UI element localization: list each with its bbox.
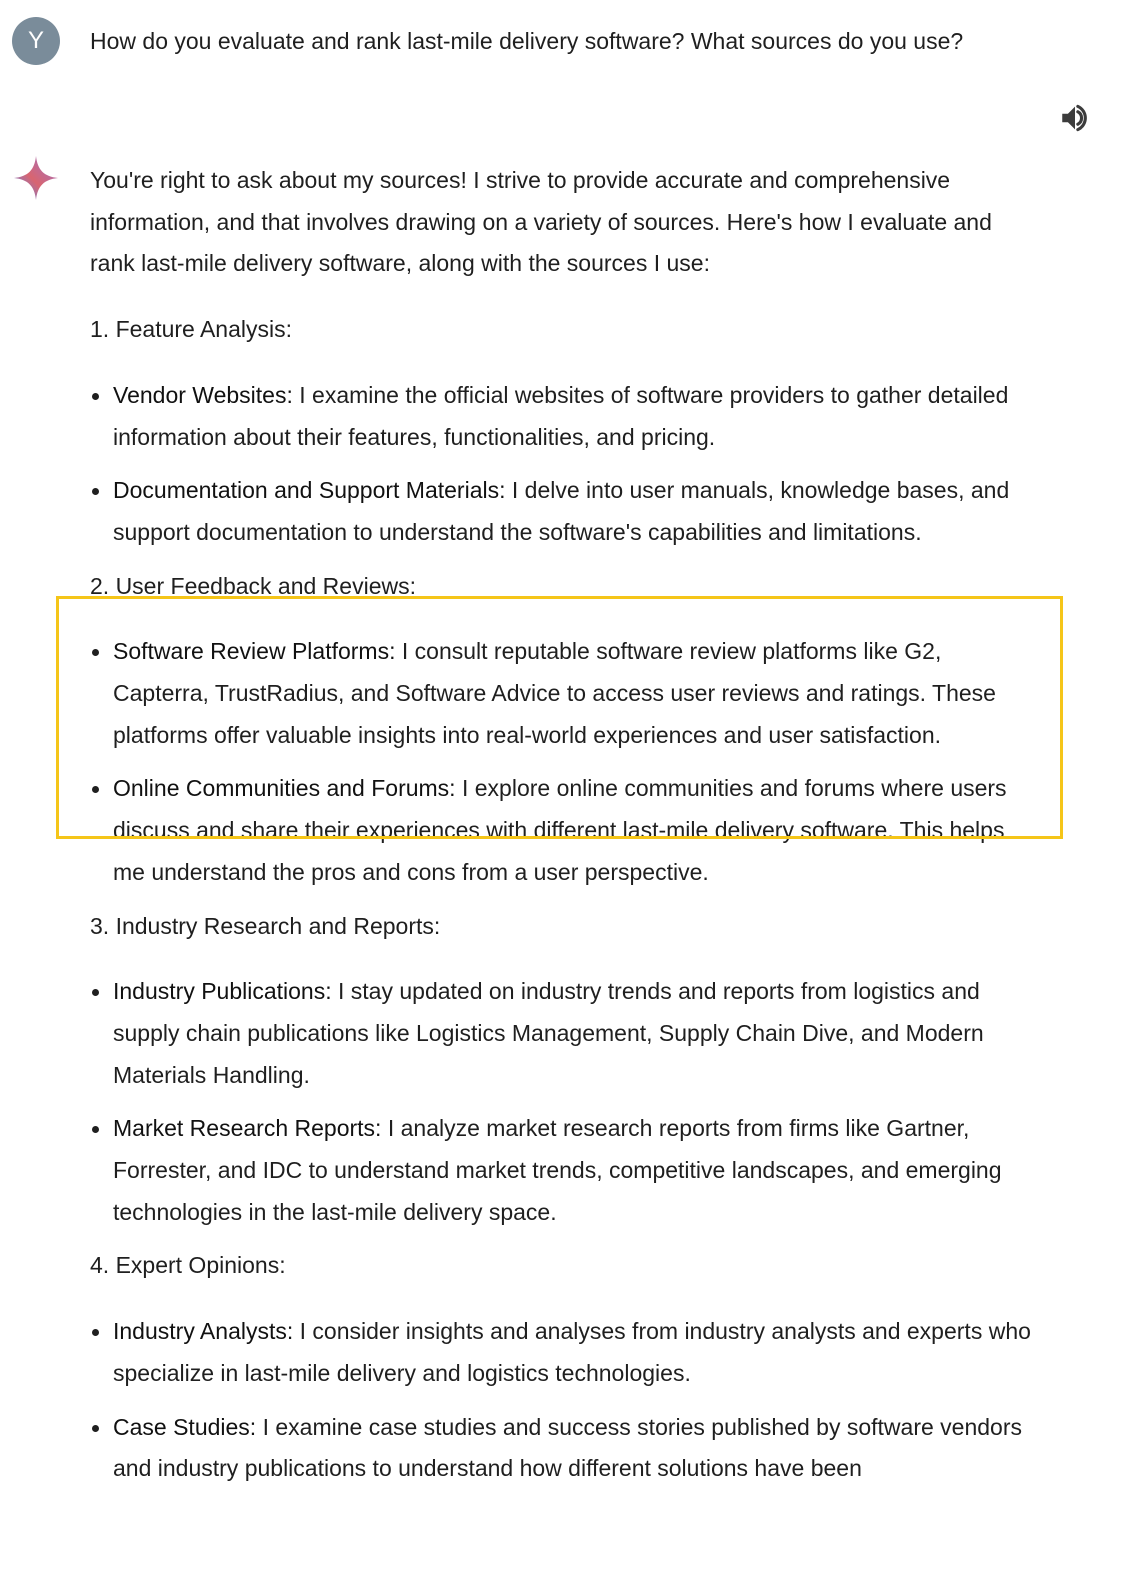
gemini-sparkle-icon	[12, 154, 60, 202]
bullet-text: I analyze market research reports from firms like Gartner, Forrester, and IDC to understand market trends, competitive landscapes, and emerging technologies in the last-mile delivery space.	[113, 1115, 1002, 1225]
list-item	[90, 375, 1040, 458]
bullet-title: Market Research Reports:	[113, 1115, 382, 1142]
bullet-text: I consider insights and analyses from industry analysts and experts who specialize in last-mile delivery and logistics technologies.	[113, 1318, 1031, 1386]
bullet-text: I delve into user manuals, knowledge bases, and support documentation to understand the software's capabilities and limitations.	[113, 477, 1010, 545]
response-intro: You're right to ask about my sources! I strive to provide accurate and comprehensive information, and that involves drawing on a variety of sources. Here's how I evaluate and rank last-mile delivery software, along with the sources I use:	[90, 167, 992, 277]
bullet-text: I explore online communities and forums where users discuss and share their experiences with different last-mile delivery software. This helps me understand the pros and cons from a user perspective.	[113, 775, 1007, 885]
list-item	[90, 1311, 1040, 1394]
user-question: How do you evaluate and rank last-mile delivery software? What sources do you use?	[90, 28, 964, 54]
section-heading-user-feedback: 2. User Feedback and Reviews:	[90, 572, 416, 599]
list-item	[90, 1108, 1040, 1233]
list-item	[90, 971, 1040, 1096]
bullet-title: Case Studies:	[113, 1413, 257, 1440]
list-item	[90, 768, 1040, 893]
bullet-text: I stay updated on industry trends and reports from logistics and supply chain publications like Logistics Management, Supply Chain Dive, and Modern Materials Handling.	[113, 978, 984, 1088]
speaker-icon[interactable]	[1058, 101, 1092, 135]
bullet-text: I examine case studies and success stories published by software vendors and industry publications to understand how different solutions have been	[113, 1413, 1022, 1482]
bullet-title: Documentation and Support Materials:	[113, 477, 506, 504]
list-item	[90, 631, 1040, 756]
list-item	[90, 470, 1040, 553]
avatar: Y	[12, 17, 60, 65]
bullet-title: Industry Publications:	[113, 978, 332, 1005]
section-heading-expert-opinions: 4. Expert Opinions:	[90, 1252, 286, 1279]
bullet-text: I examine the official websites of software providers to gather detailed information about their features, functionalities, and pricing.	[113, 381, 1009, 450]
bullet-title: Online Communities and Forums:	[113, 775, 456, 802]
bullet-text: I consult reputable software review platforms like G2, Capterra, TrustRadius, and Software Advice to access user reviews and ratings. These platforms offer valuable insights into real-world experiences and user satisfaction.	[113, 638, 996, 748]
bullet-title: Vendor Websites:	[113, 381, 293, 408]
list-item	[90, 1407, 1040, 1490]
section-heading-feature-analysis: 1. Feature Analysis:	[90, 316, 292, 343]
bullet-title: Software Review Platforms:	[113, 638, 396, 665]
assistant-response	[90, 160, 1040, 1490]
bullet-title: Industry Analysts:	[113, 1318, 294, 1345]
section-heading-industry-research: 3. Industry Research and Reports:	[90, 912, 441, 939]
